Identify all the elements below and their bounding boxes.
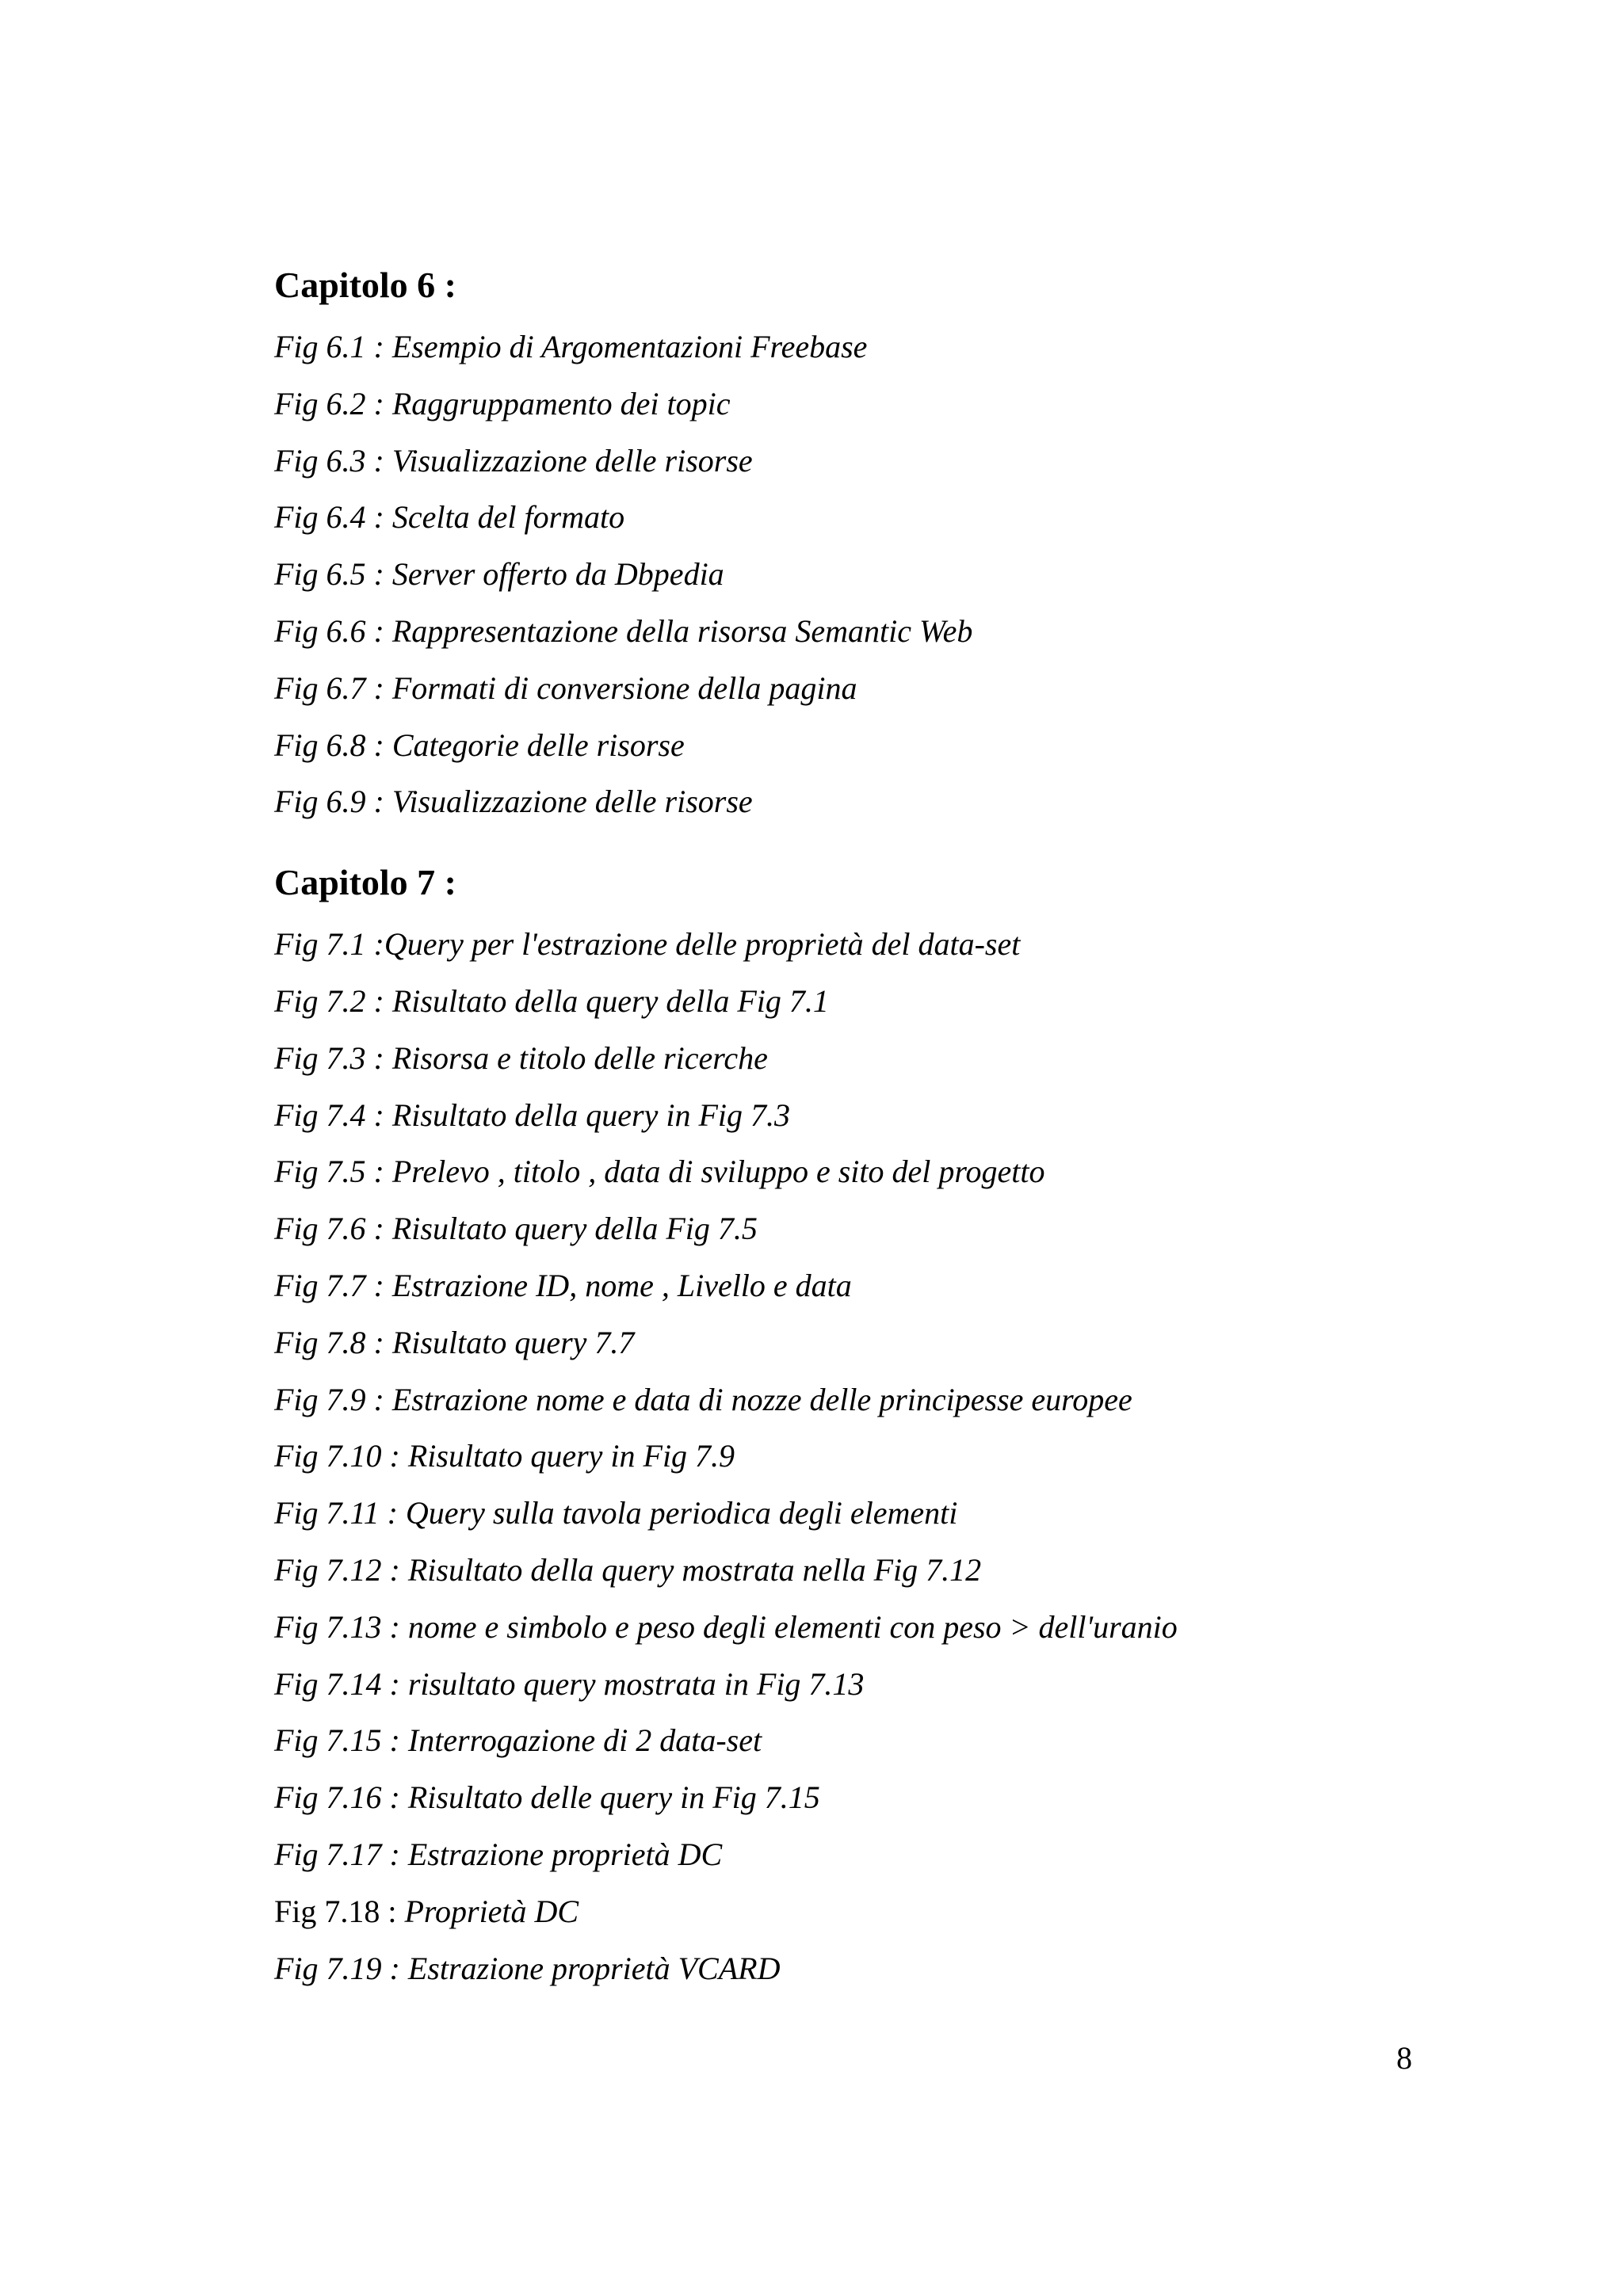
figure-entry: Fig 7.17 : Estrazione proprietà DC: [274, 1836, 723, 1872]
figure-list: [274, 916, 1510, 1997]
figure-entry: Fig 6.8 : Categorie delle risorse: [274, 727, 685, 763]
page-number: 8: [1396, 2040, 1412, 2076]
figure-entry: Fig 6.9 : Visualizzazione delle risorse: [274, 784, 753, 820]
figure-entry: Fig 7.11 : Query sulla tavola periodica degli elementi: [274, 1495, 958, 1531]
figure-entry: Fig 7.14 : risultato query mostrata in Fig 7.13: [274, 1665, 865, 1702]
figure-entry: Fig 7.13 : nome e simbolo e peso degli elementi con peso > dell'uranio: [274, 1608, 1178, 1645]
figure-entry: Fig 6.1 : Esempio di Argomentazioni Freebase: [274, 329, 868, 364]
figure-entry: Fig 7.10 : Risultato query in Fig 7.9: [274, 1438, 735, 1474]
figure-entry: Fig 7.7 : Estrazione ID, nome , Livello e data: [274, 1267, 852, 1303]
figure-entry: Fig 6.3 : Visualizzazione delle risorse: [274, 442, 753, 479]
chapter-7-section: [274, 859, 1510, 1997]
figure-entry-prefix: Fig 7.18 :: [274, 1893, 405, 1929]
figure-entry-caption: Proprietà DC: [404, 1893, 579, 1929]
figure-entry: Fig 6.2 : Raggruppamento dei topic: [274, 385, 731, 421]
figure-entry: Fig 7.2 : Risultato della query della Fig 7.1: [274, 982, 829, 1019]
chapter-title: Capitolo 7 :: [274, 862, 456, 903]
figure-entry: Fig 6.5 : Server offerto da Dbpedia: [274, 556, 724, 593]
chapter-title: Capitolo 6 :: [274, 265, 456, 305]
figure-entry figure-entry-7-18: [274, 1883, 1510, 1940]
figure-list: [274, 318, 1510, 830]
figure-entry: Fig 7.12 : Risultato della query mostrata nella Fig 7.12: [274, 1551, 982, 1588]
figure-entry: Fig 7.8 : Risultato query 7.7: [274, 1324, 635, 1360]
figure-entry: Fig 7.3 : Risorsa e titolo delle ricerche: [274, 1039, 768, 1076]
figure-entry: Fig 7.19 : Estrazione proprietà VCARD: [274, 1950, 781, 1986]
figure-index: [274, 261, 1510, 1997]
figure-entry: Fig 7.16 : Risultato delle query in Fig 7.15: [274, 1779, 820, 1816]
figure-entry: Fig 6.4 : Scelta del formato: [274, 499, 625, 536]
figure-entry: Fig 7.15 : Interrogazione di 2 data-set: [274, 1722, 762, 1759]
figure-entry: Fig 7.9 : Estrazione nome e data di nozze delle principesse europee: [274, 1381, 1132, 1417]
figure-entry: Fig 7.6 : Risultato query della Fig 7.5: [274, 1211, 758, 1247]
figure-entry: Fig 7.1 :Query per l'estrazione delle proprietà del data-set: [274, 926, 1021, 963]
chapter-6-section: [274, 261, 1510, 830]
figure-entry: Fig 7.4 : Risultato della query in Fig 7.3: [274, 1097, 791, 1133]
figure-entry: Fig 6.6 : Rappresentazione della risorsa Semantic Web: [274, 612, 973, 649]
figure-entry: Fig 7.5 : Prelevo , titolo , data di sviluppo e sito del progetto: [274, 1154, 1045, 1190]
figure-entry: Fig 6.7 : Formati di conversione della pagina: [274, 669, 857, 706]
